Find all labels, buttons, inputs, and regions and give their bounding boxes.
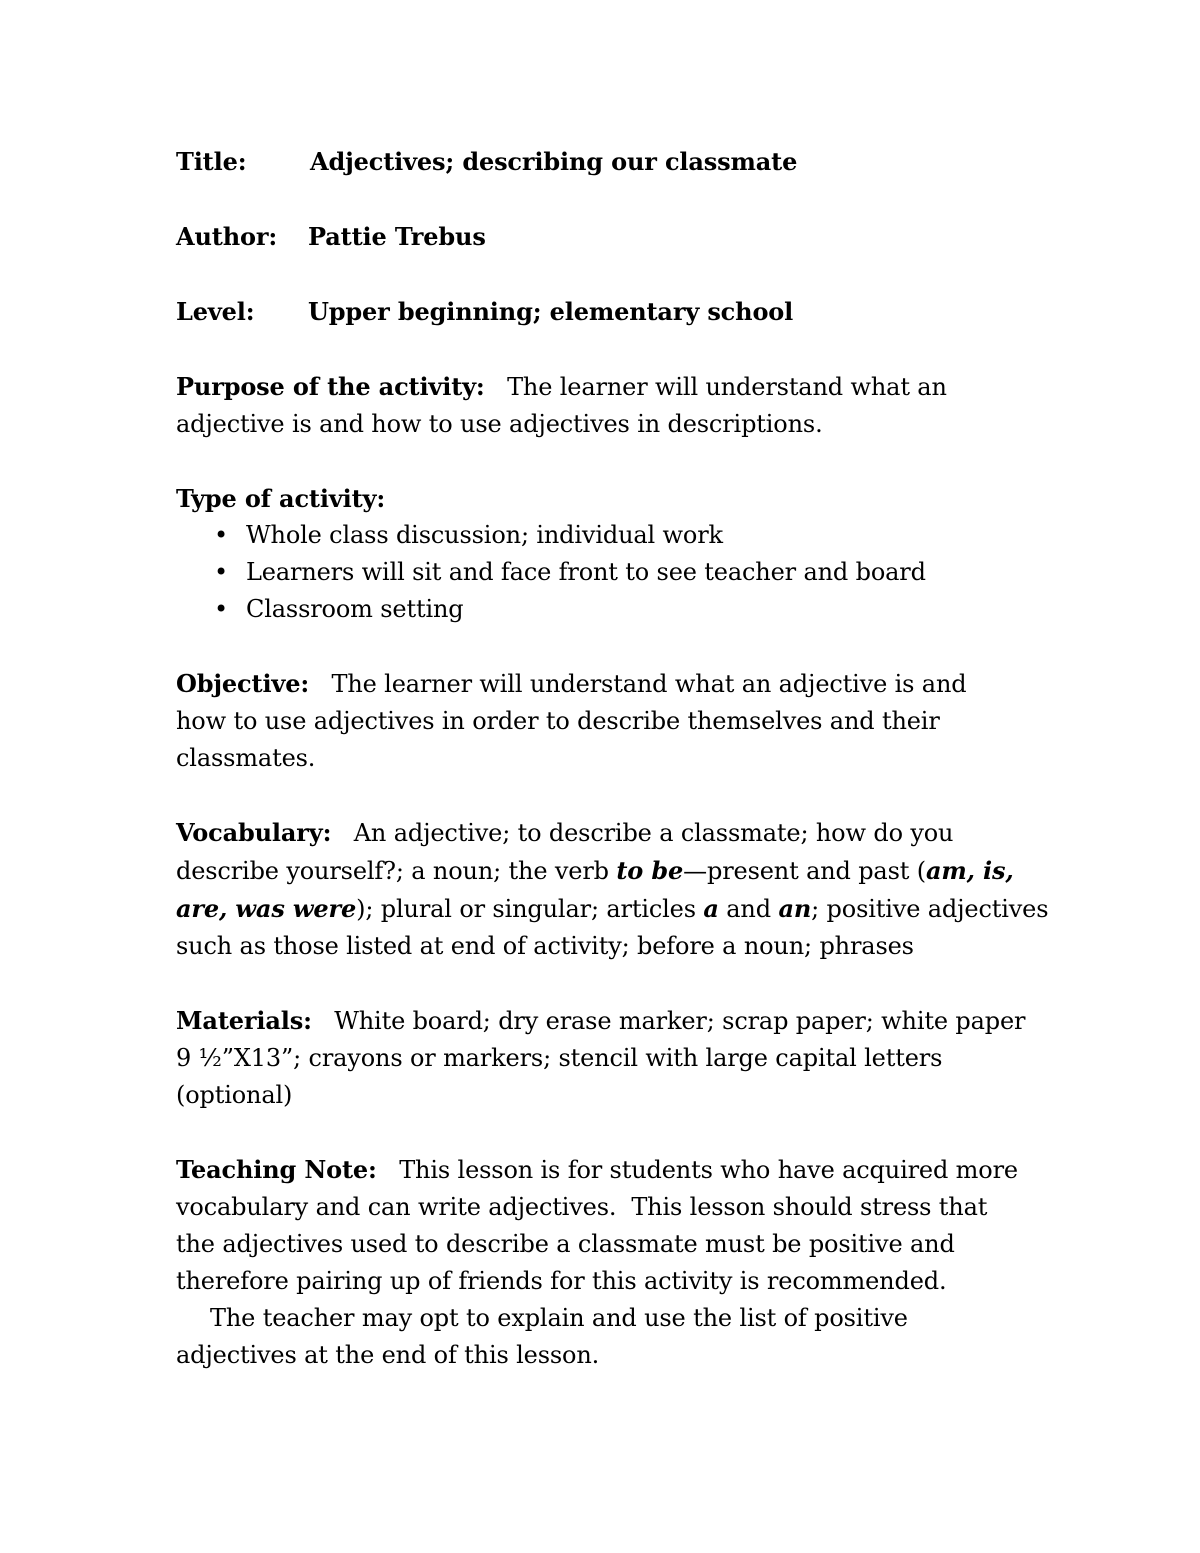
vocabulary-line-4: such as those listed at end of activity; before a noun; phrases <box>176 932 914 960</box>
objective-text-1: The learner will understand what an adjective is and <box>331 670 967 698</box>
spacer <box>176 331 1026 368</box>
title-label: Title: <box>176 147 247 176</box>
vocabulary-article-a: a <box>703 894 719 923</box>
materials-line-1 <box>176 1002 1026 1040</box>
list-item <box>176 554 1026 591</box>
level-value: Upper beginning; elementary school <box>308 297 794 326</box>
teaching-note-line-4: therefore pairing up of friends for this activity is recommended. <box>176 1267 947 1295</box>
title-row <box>176 143 1026 181</box>
spacer <box>176 777 1026 814</box>
objective-line-3: classmates. <box>176 744 316 772</box>
bullet-icon: • <box>214 558 229 586</box>
materials-line-2: 9 ½”X13”; crayons or markers; stencil with large capital letters <box>176 1044 943 1072</box>
teaching-note-label: Teaching Note: <box>176 1155 377 1184</box>
author-row <box>176 218 1026 256</box>
vocabulary-text-2b: —present and past ( <box>683 857 926 885</box>
objective-line-1 <box>176 665 1026 703</box>
vocabulary-text-3a: ); plural or singular; articles <box>356 895 704 923</box>
spacer <box>176 1114 1026 1151</box>
list-item-text: Classroom setting <box>246 595 464 623</box>
vocabulary-are-was: are, was were <box>176 894 357 923</box>
author-label: Author: <box>176 222 278 251</box>
vocabulary-text-1: An adjective; to describe a classmate; how do you <box>353 819 954 847</box>
list-item <box>176 517 1026 554</box>
list-item <box>176 591 1026 628</box>
type-label: Type of activity: <box>176 484 386 513</box>
bullet-icon: • <box>214 521 229 549</box>
purpose-text-1: The learner will understand what an <box>507 373 947 401</box>
bullet-icon: • <box>214 595 229 623</box>
materials-label: Materials: <box>176 1006 312 1035</box>
purpose-line-2: adjective is and how to use adjectives in descriptions. <box>176 410 823 438</box>
vocabulary-text-2a: describe yourself?; a noun; the verb <box>176 857 617 885</box>
vocabulary-line-3 <box>176 890 1049 928</box>
spacer <box>176 965 1026 1002</box>
vocabulary-line-2 <box>176 852 1026 890</box>
objective-line-2: how to use adjectives in order to describe themselves and their <box>176 707 940 735</box>
vocabulary-am-is: am, is, <box>925 856 1014 885</box>
teaching-note-line-1 <box>176 1151 1026 1189</box>
author-value: Pattie Trebus <box>308 222 486 251</box>
vocabulary-article-an: an <box>778 894 812 923</box>
vocabulary-label: Vocabulary: <box>176 818 332 847</box>
lesson-plan-body <box>176 143 1049 1374</box>
list-item-text: Learners will sit and face front to see teacher and board <box>246 558 926 586</box>
vocabulary-and: and <box>718 895 779 923</box>
type-list <box>176 517 1026 628</box>
objective-label: Objective: <box>176 669 310 698</box>
purpose-label: Purpose of the activity: <box>176 372 485 401</box>
teaching-note-line-6: adjectives at the end of this lesson. <box>176 1341 600 1369</box>
teaching-note-line-2: vocabulary and can write adjectives. This lesson should stress that <box>176 1193 988 1221</box>
purpose-line-1 <box>176 368 1026 406</box>
teaching-note-text-1: This lesson is for students who have acquired more <box>399 1156 1018 1184</box>
spacer <box>176 181 1026 218</box>
list-item-text: Whole class discussion; individual work <box>246 521 723 549</box>
materials-line-3: (optional) <box>176 1081 293 1109</box>
title-value: Adjectives; describing our classmate <box>310 147 798 176</box>
teaching-note-line-3: the adjectives used to describe a classmate must be positive and <box>176 1230 955 1258</box>
vocabulary-line-1 <box>176 814 1026 852</box>
vocabulary-text-3b: ; positive adjectives <box>811 895 1049 923</box>
teaching-note-line-5: The teacher may opt to explain and use the list of positive <box>210 1304 908 1332</box>
spacer <box>176 256 1026 293</box>
spacer <box>176 628 1026 665</box>
level-row <box>176 293 1026 331</box>
vocabulary-to-be: to be <box>616 856 684 885</box>
level-label: Level: <box>176 297 255 326</box>
spacer <box>176 443 1026 480</box>
materials-text-1: White board; dry erase marker; scrap paper; white paper <box>334 1007 1026 1035</box>
